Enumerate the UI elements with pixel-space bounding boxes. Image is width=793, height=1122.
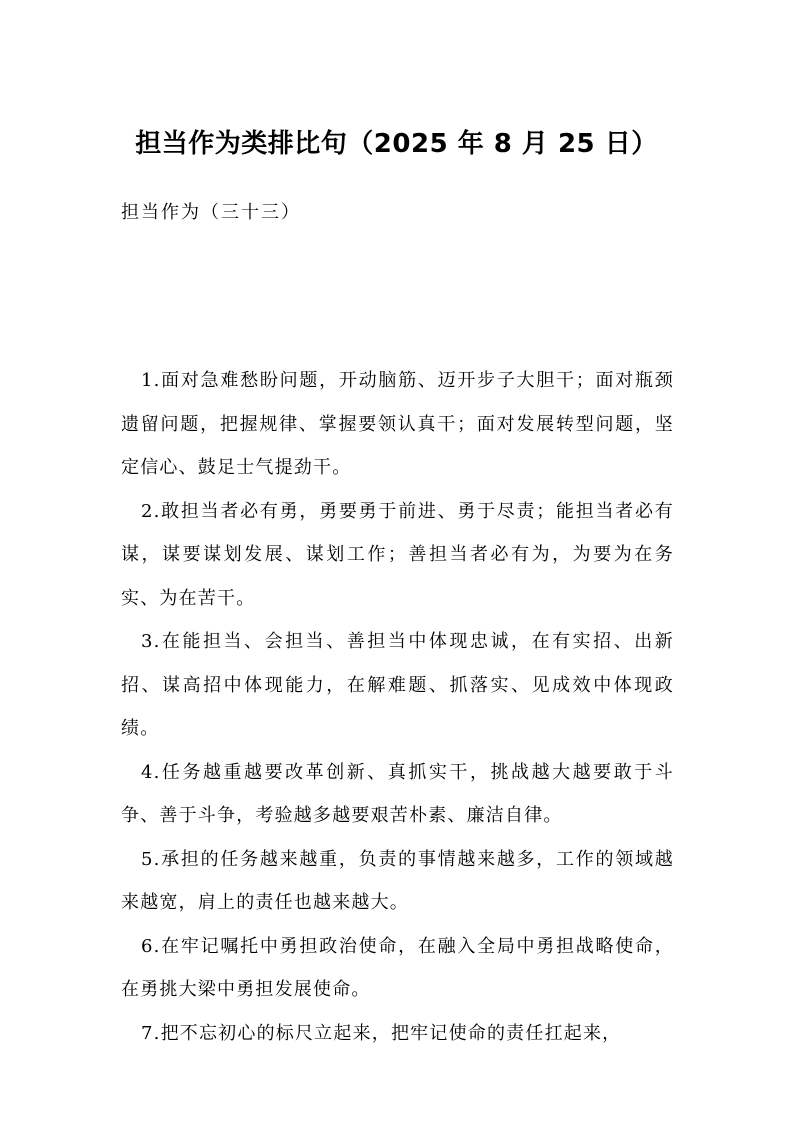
document-body <box>121 359 674 1055</box>
paragraph: 7.把不忘初心的标尺立起来，把牢记使命的责任扛起来， <box>141 1022 622 1044</box>
paragraph: 1.面对急难愁盼问题，开动脑筋、迈开步子大胆干；面对瓶颈遗留问题，把握规律、掌握要领认真干；面对发展转型问题，坚定信心、鼓足士气提劲干。 <box>121 370 674 478</box>
document-subtitle: 担当作为（三十三） <box>121 202 301 223</box>
paragraph: 4.任务越重越要改革创新、真抓实干，挑战越大越要敢于斗争、善于斗争，考验越多越要艰苦朴素、廉洁自律。 <box>121 761 674 826</box>
paragraph: 3.在能担当、会担当、善担当中体现忠诚，在有实招、出新招、谋高招中体现能力，在解难题、抓落实、见成效中体现政绩。 <box>121 631 674 739</box>
paragraph: 5.承担的任务越来越重，负责的事情越来越多，工作的领域越来越宽，肩上的责任也越来越大。 <box>121 848 674 913</box>
document-title: 担当作为类排比句（2025 年 8 月 25 日） <box>135 129 658 159</box>
paragraph: 6.在牢记嘱托中勇担政治使命，在融入全局中勇担战略使命，在勇挑大梁中勇担发展使命。 <box>121 935 674 1000</box>
paragraph: 2.敢担当者必有勇，勇要勇于前进、勇于尽责；能担当者必有谋，谋要谋划发展、谋划工作；善担当者必有为，为要为在务实、为在苦干。 <box>121 500 674 609</box>
